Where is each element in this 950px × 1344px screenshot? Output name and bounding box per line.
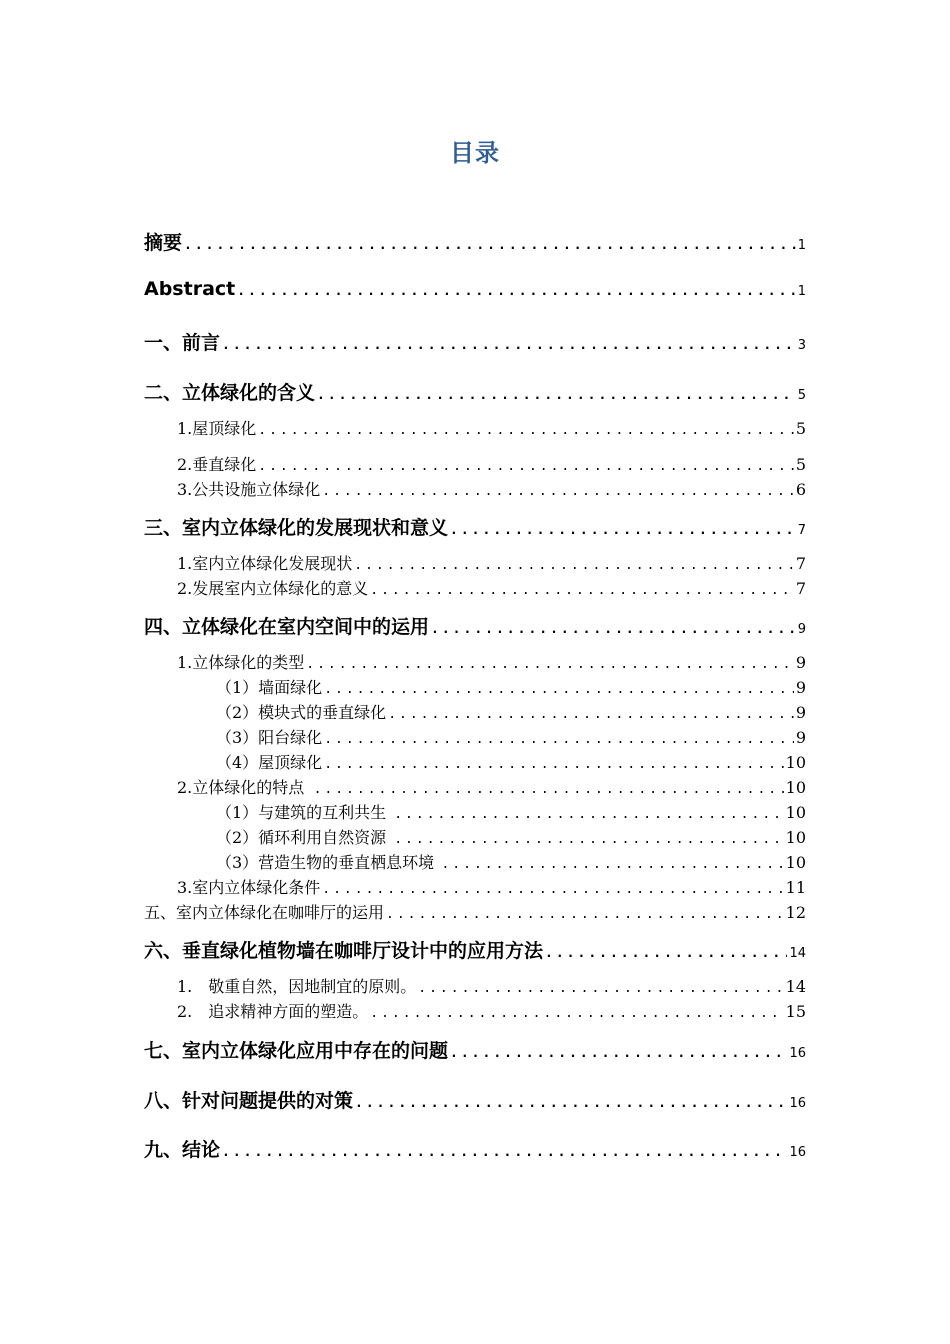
toc-title: 目录 <box>450 139 500 167</box>
toc-entry-page: 9 <box>795 728 806 747</box>
toc-entry[interactable] <box>177 650 806 673</box>
toc-entry[interactable] <box>177 416 806 439</box>
toc-entry[interactable] <box>216 700 806 723</box>
toc-entry[interactable] <box>144 378 806 405</box>
toc-entry-page: 7 <box>797 523 806 538</box>
toc-entry[interactable] <box>216 825 806 848</box>
toc-entry[interactable] <box>144 328 806 355</box>
toc-entry-page: 10 <box>785 803 806 822</box>
toc-leader <box>545 946 787 961</box>
toc-leader <box>418 981 783 996</box>
toc-entry-page: 3 <box>797 338 806 353</box>
toc-entry[interactable] <box>177 775 806 798</box>
toc-leader <box>314 782 784 797</box>
toc-entry-label: （1）与建筑的互利共生 <box>216 803 387 822</box>
toc-entry-page: 9 <box>797 622 806 637</box>
toc-entry-page: 5 <box>795 419 806 438</box>
toc-entry-page: 10 <box>785 753 806 772</box>
toc-entry[interactable] <box>144 900 806 923</box>
toc-entry-page: 5 <box>795 455 806 474</box>
toc-entry-label: 1.室内立体绿化发展现状 <box>177 554 353 573</box>
toc-leader <box>222 1145 787 1160</box>
toc-leader <box>450 523 796 538</box>
toc-leader <box>324 732 794 747</box>
toc-entry-label: 摘要 <box>144 232 183 254</box>
toc-leader <box>184 238 796 253</box>
toc-leader <box>441 857 783 872</box>
toc-entry[interactable] <box>216 725 806 748</box>
toc-entry[interactable] <box>144 1086 806 1113</box>
toc-entry-label: 九、结论 <box>144 1139 221 1161</box>
toc-entry-label: 1.屋顶绿化 <box>177 419 257 438</box>
toc-entry-page: 11 <box>785 878 806 897</box>
toc-entry-label: Abstract <box>144 278 236 300</box>
toc-entry-label: 2. 追求精神方面的塑造。 <box>177 1002 369 1021</box>
toc-entry[interactable] <box>177 477 806 500</box>
toc-entry-page: 12 <box>785 903 806 922</box>
toc-leader <box>306 657 794 672</box>
toc-entry-page: 16 <box>789 1046 806 1061</box>
toc-entry-label: 五、室内立体绿化在咖啡厅的运用 <box>144 903 385 922</box>
toc-entry-label: 四、立体绿化在室内空间中的运用 <box>144 616 430 638</box>
toc-entry-page: 7 <box>795 554 806 573</box>
toc-entry[interactable] <box>144 1135 806 1162</box>
toc-entry-page: 9 <box>795 653 806 672</box>
toc-entry-page: 10 <box>785 778 806 797</box>
toc-entry-label: 六、垂直绿化植物墙在咖啡厅设计中的应用方法 <box>144 940 544 962</box>
toc-entry-page: 9 <box>795 703 806 722</box>
toc-entry[interactable] <box>144 278 806 300</box>
toc-leader <box>388 707 794 722</box>
toc-entry[interactable] <box>177 875 806 898</box>
toc-leader <box>258 423 794 438</box>
toc-entry[interactable] <box>144 513 806 540</box>
toc-entry-page: 16 <box>789 1096 806 1111</box>
toc-entry-page: 6 <box>795 480 806 499</box>
toc-entry[interactable] <box>177 551 806 574</box>
toc-leader <box>394 832 783 847</box>
toc-entry[interactable] <box>144 228 806 255</box>
toc-entry-label: 七、室内立体绿化应用中存在的问题 <box>144 1040 449 1062</box>
toc-entry-label: 1.立体绿化的类型 <box>177 653 305 672</box>
toc-entry-page: 9 <box>795 678 806 697</box>
toc-leader <box>322 484 794 499</box>
toc-entry-label: 3.室内立体绿化条件 <box>177 878 321 897</box>
toc-entry-label: 二、立体绿化的含义 <box>144 382 316 404</box>
toc-leader <box>354 558 794 573</box>
toc-leader <box>258 459 794 474</box>
toc-entry[interactable] <box>216 850 806 873</box>
toc-entry[interactable] <box>216 750 806 773</box>
toc-leader <box>237 284 795 299</box>
toc-entry-page: 10 <box>785 828 806 847</box>
toc-entry-label: 3.公共设施立体绿化 <box>177 480 321 499</box>
toc-entry-label: 八、针对问题提供的对策 <box>144 1090 354 1112</box>
toc-entry[interactable] <box>177 999 806 1022</box>
toc-entry[interactable] <box>177 974 806 997</box>
toc-entry[interactable] <box>144 936 806 963</box>
toc-entry-label: （2）循环利用自然资源 <box>216 828 387 847</box>
toc-leader <box>324 757 783 772</box>
toc-entry[interactable] <box>177 576 806 599</box>
toc-entry-label: （2）模块式的垂直绿化 <box>216 703 387 722</box>
toc-entry-label: （1）墙面绿化 <box>216 678 323 697</box>
toc-leader <box>450 1046 787 1061</box>
toc-entry-label: （3）阳台绿化 <box>216 728 323 747</box>
toc-entry-page: 16 <box>789 1145 806 1160</box>
toc-leader <box>394 807 783 822</box>
toc-entry-page: 14 <box>785 977 806 996</box>
toc-entry-label: （4）屋顶绿化 <box>216 753 323 772</box>
toc-entry-page: 15 <box>785 1002 806 1021</box>
toc-entry-label: 一、前言 <box>144 332 221 354</box>
toc-entry-page: 1 <box>797 238 806 253</box>
toc-leader <box>370 1006 783 1021</box>
toc-entry-page: 1 <box>797 284 806 299</box>
toc-entry-page: 14 <box>789 946 806 961</box>
toc-leader <box>355 1096 787 1111</box>
toc-entry-page: 7 <box>795 579 806 598</box>
toc-entry-label: 2.立体绿化的特点 <box>177 778 305 797</box>
toc-entry-label: 2.垂直绿化 <box>177 455 257 474</box>
toc-entry-page: 10 <box>785 853 806 872</box>
toc-entry[interactable] <box>216 800 806 823</box>
toc-entry[interactable] <box>144 612 806 639</box>
toc-entry-label: 2.发展室内立体绿化的意义 <box>177 579 369 598</box>
toc-entry[interactable] <box>216 675 806 698</box>
toc-entry-page: 5 <box>797 388 806 403</box>
toc-leader <box>322 882 783 897</box>
toc-entry-label: 1. 敬重自然，因地制宜的原则。 <box>177 977 417 996</box>
toc-leader <box>386 907 784 922</box>
toc-leader <box>370 583 794 598</box>
toc-leader <box>222 338 796 353</box>
toc-entry-label: （3）营造生物的垂直栖息环境 <box>216 853 435 872</box>
toc-entry[interactable] <box>144 1036 806 1063</box>
toc-entry-label: 三、室内立体绿化的发展现状和意义 <box>144 517 449 539</box>
toc-leader <box>431 622 796 637</box>
toc-entry[interactable] <box>177 452 806 475</box>
toc-leader <box>324 682 794 697</box>
toc-leader <box>317 388 796 403</box>
